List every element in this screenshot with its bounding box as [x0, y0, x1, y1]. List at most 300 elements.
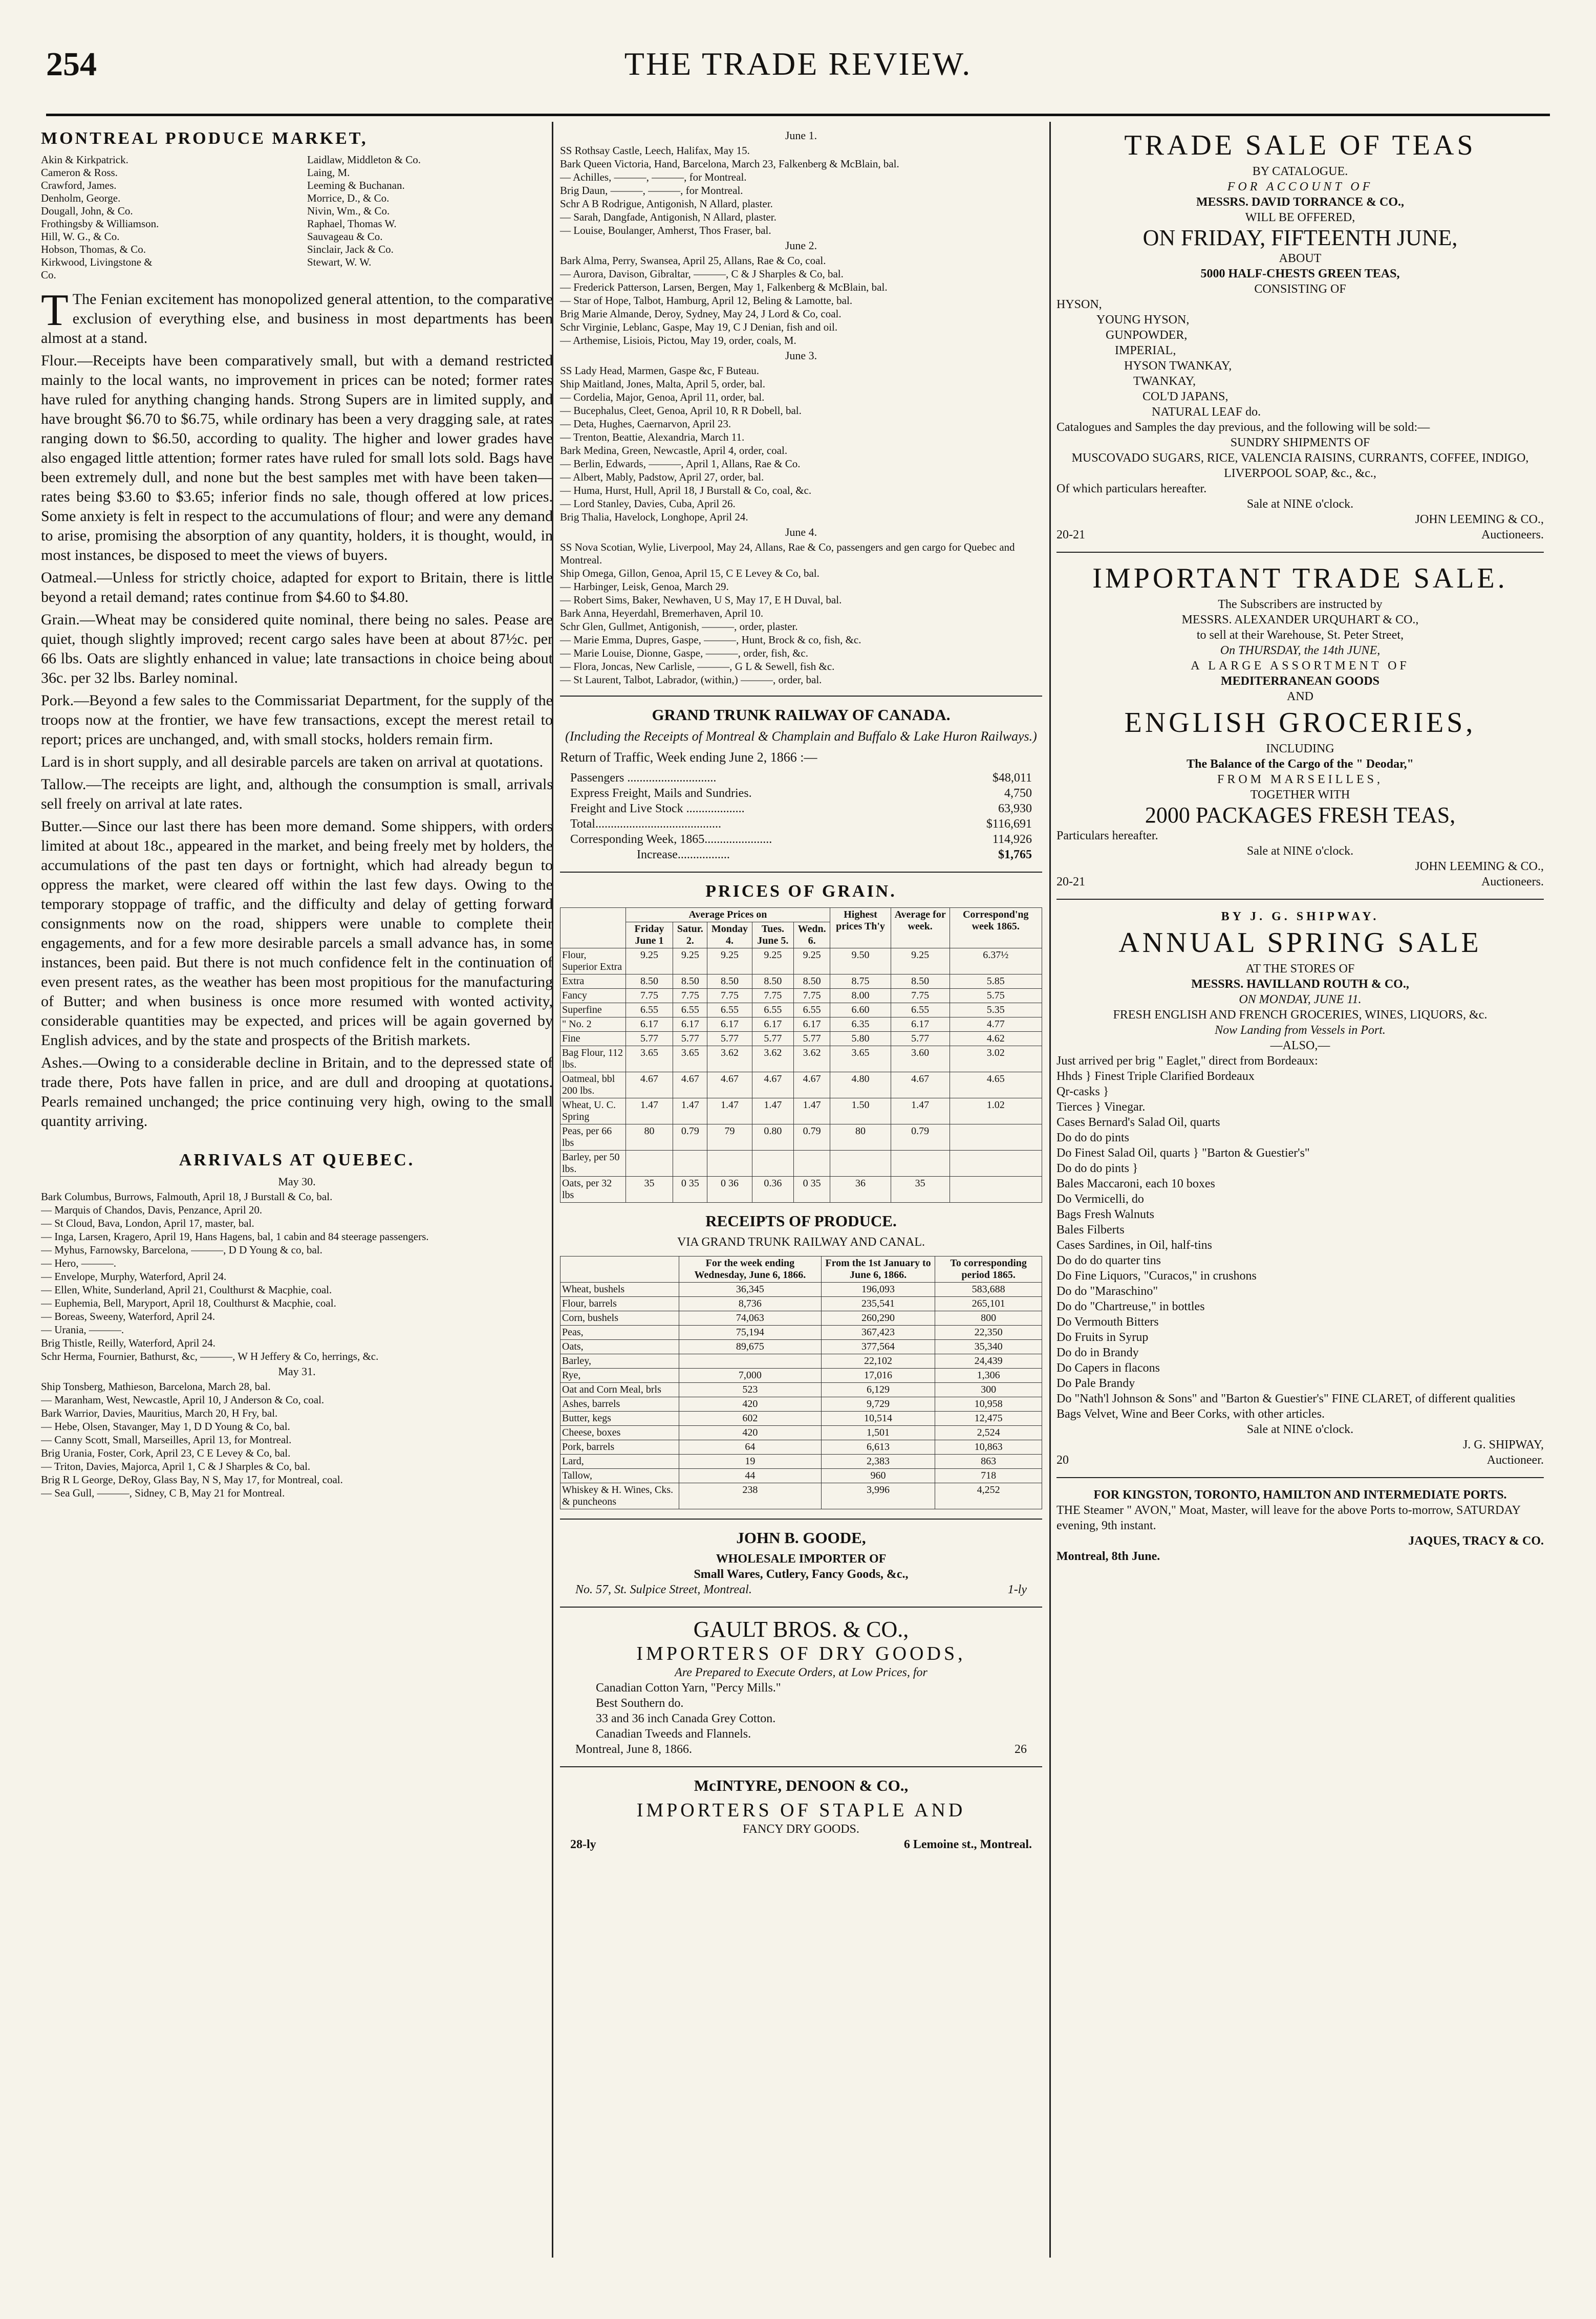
- arrival-entry: — Maranham, West, Newcastle, April 10, J Anderson & Co, coal.: [41, 1394, 325, 1406]
- receipts-col-head: From the 1st January to June 6, 1866.: [821, 1256, 935, 1283]
- annual-title: ANNUAL SPRING SALE: [1118, 927, 1482, 959]
- receipts-cell: 238: [679, 1483, 821, 1509]
- prices-col-head: Correspond'ng week 1865.: [950, 908, 1042, 948]
- receipts-row: [560, 1369, 1042, 1383]
- gtr-rows: [560, 770, 1042, 816]
- prices-row: [560, 1072, 1042, 1098]
- prices-cell: 6.37½: [950, 948, 1042, 974]
- firm-name: Raphael, Thomas W.: [307, 218, 397, 230]
- arrival-entry: — St Cloud, Bava, London, April 17, master, bal.: [41, 1217, 254, 1229]
- lead-paragraph: [41, 286, 553, 348]
- firm-name: Sinclair, Jack & Co.: [307, 243, 394, 255]
- arrival-entry: — Boreas, Sweeny, Waterford, April 24.: [41, 1310, 215, 1323]
- prices-header-row: [560, 908, 1042, 922]
- important-title: IMPORTANT TRADE SALE.: [1092, 562, 1508, 594]
- firm-name: Laidlaw, Middleton & Co.: [307, 154, 421, 166]
- prices-col-head: Satur. 2.: [673, 922, 707, 948]
- shipping-list: [560, 364, 1042, 524]
- prices-row: [560, 1124, 1042, 1151]
- firm-name: Crawford, James.: [41, 179, 117, 191]
- receipts-cell: 377,564: [821, 1340, 935, 1354]
- prices-cell: 5.77: [673, 1032, 707, 1046]
- annual-at: AT THE STORES OF: [1245, 962, 1355, 976]
- prices-row-label: Oats, per 32 lbs: [560, 1177, 626, 1203]
- goode-footer: [560, 1582, 1042, 1597]
- shipping-list: [560, 254, 1042, 347]
- prices-row: [560, 989, 1042, 1003]
- prices-cell: 9.25: [752, 948, 793, 974]
- firm-name: Sauvageau & Co.: [307, 230, 383, 243]
- important-footer: [1056, 874, 1544, 890]
- receipts-row-label: Whiskey & H. Wines, Cks. & puncheons: [560, 1483, 679, 1509]
- firm-name: Leeming & Buchanan.: [307, 179, 405, 191]
- teas-footer: [1056, 527, 1544, 543]
- arrival-entry: — Triton, Davies, Majorca, April 1, C & J Sharples & Co, bal.: [41, 1460, 311, 1472]
- shipping-entry: Brig Marie Almande, Deroy, Sydney, May 24, J Lord & Co, coal.: [560, 308, 842, 320]
- important-particulars: Particulars hereafter.: [1056, 829, 1158, 842]
- prices-col-head: Tues. June 5.: [752, 922, 793, 948]
- prices-cell: 8.00: [830, 989, 891, 1003]
- prices-cell: [794, 1151, 830, 1177]
- prices-cell: 4.80: [830, 1072, 891, 1098]
- shipping-entry: Schr Virginie, Leblanc, Gaspe, May 19, C J Denian, fish and oil.: [560, 321, 838, 333]
- prices-row: [560, 948, 1042, 974]
- receipts-header-row: [560, 1256, 1042, 1283]
- mcintyre-name: McINTYRE, DENOON & CO.,: [694, 1776, 909, 1794]
- receipts-cell: 7,000: [679, 1369, 821, 1383]
- arrival-entry: — Inga, Larsen, Kragero, April 19, Hans Hagens, bal, 1 cabin and 84 steerage passengers.: [41, 1230, 429, 1243]
- prices-cell: [752, 1151, 793, 1177]
- shipping-entry: Bark Anna, Heyerdahl, Bremerhaven, April 10.: [560, 607, 764, 619]
- receipts-col-head: For the week ending Wednesday, June 6, 1866.: [679, 1256, 821, 1283]
- arrival-entry: Bark Warrior, Davies, Mauritius, March 20, H Fry, bal.: [41, 1407, 278, 1419]
- gault-footer: [560, 1742, 1042, 1757]
- prices-cell: 4.62: [950, 1032, 1042, 1046]
- receipts-row-label: Butter, kegs: [560, 1412, 679, 1426]
- firm-list-left: [41, 154, 287, 281]
- prices-cell: 6.17: [891, 1017, 950, 1032]
- shipping-entry: — Achilles, ———, ———, for Montreal.: [560, 171, 747, 183]
- prices-cell: 3.60: [891, 1046, 950, 1072]
- receipts-row-label: Corn, bushels: [560, 1311, 679, 1326]
- firm-name: Stewart, W. W.: [307, 256, 372, 268]
- prices-table-wrap: [560, 907, 1042, 1203]
- firm-name: Laing, M.: [307, 166, 350, 179]
- shipping-entry: Ship Maitland, Jones, Malta, April 5, order, bal.: [560, 378, 766, 390]
- annual-item: Do do do pints: [1056, 1131, 1130, 1144]
- arrival-entry: Bark Columbus, Burrows, Falmouth, April 18, J Burstall & Co, bal.: [41, 1190, 333, 1203]
- prices-cell: 4.67: [891, 1072, 950, 1098]
- annual-just: Just arrived per brig " Eaglet," direct from Bordeaux:: [1056, 1054, 1318, 1068]
- receipts-title: RECEIPTS OF PRODUCE.: [705, 1212, 897, 1230]
- arrival-entry: — Marquis of Chandos, Davis, Penzance, April 20.: [41, 1204, 263, 1216]
- receipts-row: [560, 1354, 1042, 1369]
- gtr-total-label: Total.........................................: [570, 817, 721, 831]
- prices-cell: 5.77: [891, 1032, 950, 1046]
- arrival-entry: — Ellen, White, Sunderland, April 21, Coulthurst & Macphie, coal.: [41, 1284, 332, 1296]
- prices-col-head: Average for week.: [891, 908, 950, 948]
- arrival-entry: — Myhus, Farnowsky, Barcelona, ———, D D Young & co, bal.: [41, 1244, 322, 1256]
- shipping-entry: — Aurora, Davison, Gibraltar, ———, C & J Sharples & Co, bal.: [560, 268, 844, 280]
- prices-row: [560, 1032, 1042, 1046]
- prices-cell: 8.50: [752, 974, 793, 989]
- receipts-row: [560, 1469, 1042, 1483]
- prices-title: PRICES OF GRAIN.: [705, 882, 897, 901]
- gault-name: GAULT BROS. & CO.,: [693, 1617, 909, 1642]
- receipts-cell: 367,423: [821, 1326, 935, 1340]
- prices-row-label: Bag Flour, 112 lbs.: [560, 1046, 626, 1072]
- prices-cell: 5.77: [752, 1032, 793, 1046]
- annual-num: 20: [1056, 1454, 1069, 1467]
- teas-catalog: Catalogues and Samples the day previous, and the following will be sold:—: [1056, 421, 1430, 434]
- prices-cell: 3.65: [626, 1046, 673, 1072]
- prices-cell: 6.55: [707, 1003, 752, 1017]
- prices-cell: 9.25: [707, 948, 752, 974]
- prices-col-head: Wedn. 6.: [794, 922, 830, 948]
- prices-cell: 7.75: [673, 989, 707, 1003]
- prices-cell: 1.47: [752, 1098, 793, 1124]
- shipping-entry: Schr A B Rodrigue, Antigonish, N Allard, plaster.: [560, 198, 773, 210]
- receipts-cell: 64: [679, 1440, 821, 1455]
- prices-cell: 7.75: [891, 989, 950, 1003]
- receipts-cell: 863: [935, 1455, 1042, 1469]
- teas-num: 20-21: [1056, 528, 1085, 541]
- annual-item: Do Vermouth Bitters: [1056, 1315, 1159, 1329]
- prices-cell: [673, 1151, 707, 1177]
- prices-cell: 7.75: [626, 989, 673, 1003]
- grain-paragraph: Grain.—Wheat may be considered quite nominal, there being no sales. Pease are quiet, though slightly improved; recent cargo sales have been at about 87½c. per 66 lbs. Oats are slightly enhanced in value; late transactions in choice being about 36c. per 32 lbs. Barley nominal.: [41, 611, 553, 686]
- prices-row-label: Barley, per 50 lbs.: [560, 1151, 626, 1177]
- receipts-row: [560, 1283, 1042, 1297]
- prices-cell: 3.65: [830, 1046, 891, 1072]
- teas-for: FOR ACCOUNT OF: [1227, 180, 1373, 193]
- annual-item: Tierces } Vinegar.: [1056, 1100, 1146, 1114]
- annual-item: Hhds } Finest Triple Clarified Bordeaux: [1056, 1070, 1255, 1083]
- gault-line1: IMPORTERS OF DRY GOODS,: [636, 1643, 966, 1664]
- receipts-row: [560, 1483, 1042, 1509]
- receipts-cell: 800: [935, 1311, 1042, 1326]
- prices-cell: 5.85: [950, 974, 1042, 989]
- gtr-corr-label: Corresponding Week, 1865......................: [570, 833, 772, 846]
- page-header: [46, 36, 1550, 92]
- prices-cell: [950, 1124, 1042, 1151]
- receipts-cell: 22,350: [935, 1326, 1042, 1340]
- prices-cell: 4.67: [752, 1072, 793, 1098]
- date-heading: June 1.: [785, 129, 817, 142]
- important-auct2: Auctioneers.: [1481, 875, 1544, 888]
- shipping-entry: Brig Thalia, Havelock, Longhope, April 24.: [560, 511, 748, 523]
- date-heading: June 4.: [785, 526, 817, 538]
- shipping-entry: Bark Queen Victoria, Hand, Barcelona, March 23, Falkenberg & McBlain, bal.: [560, 158, 899, 170]
- teas-will: WILL BE OFFERED,: [1245, 211, 1355, 224]
- teas-about: ABOUT: [1279, 252, 1322, 265]
- prices-row-label: Fine: [560, 1032, 626, 1046]
- separator: [560, 1766, 1042, 1767]
- separator: [560, 872, 1042, 873]
- lard-paragraph: Lard is in short supply, and all desirable parcels are taken on arrival at quotations.: [41, 753, 544, 770]
- firm-name: Nivin, Wm., & Co.: [307, 205, 390, 217]
- shipping-entry: — Cordelia, Major, Genoa, April 11, order, bal.: [560, 391, 765, 403]
- receipts-cell: 420: [679, 1426, 821, 1440]
- annual-item: Do do "Chartreuse," in bottles: [1056, 1300, 1205, 1313]
- separator: [1056, 552, 1544, 553]
- prices-cell: 5.77: [794, 1032, 830, 1046]
- separator: [560, 1519, 1042, 1520]
- receipts-row-label: Oats,: [560, 1340, 679, 1354]
- shipping-entry: Brig Daun, ———, ———, for Montreal.: [560, 184, 743, 197]
- shipping-entry: — Trenton, Beattie, Alexandria, March 11.: [560, 431, 745, 443]
- prices-cell: [707, 1151, 752, 1177]
- gtr-total: [560, 816, 1042, 832]
- gtr-row-value: $48,011: [992, 771, 1032, 785]
- prices-cell: 1.47: [891, 1098, 950, 1124]
- gault-item: 33 and 36 inch Canada Grey Cotton.: [596, 1712, 776, 1725]
- shipping-entry: — Albert, Mably, Padstow, April 27, order, bal.: [560, 471, 764, 483]
- teas-title: TRADE SALE OF TEAS: [1124, 129, 1476, 161]
- mcintyre-footer: [560, 1837, 1042, 1852]
- annual-item: Do Fruits in Syrup: [1056, 1331, 1149, 1344]
- prices-avg-head: Average Prices on: [626, 908, 830, 922]
- prices-row: [560, 1017, 1042, 1032]
- prices-cell: 6.55: [673, 1003, 707, 1017]
- shipping-entry: — Lord Stanley, Davies, Cuba, April 26.: [560, 497, 736, 510]
- shipping-entry: SS Nova Scotian, Wylie, Liverpool, May 24, Allans, Rae & Co, passengers and gen cargo for Quebec and Montreal.: [560, 541, 1015, 566]
- prices-cell: 6.17: [707, 1017, 752, 1032]
- gault-date: Montreal, June 8, 1866.: [575, 1743, 692, 1756]
- prices-cell: 80: [830, 1124, 891, 1151]
- teas-sale: Sale at NINE o'clock.: [1246, 497, 1354, 511]
- arrival-entry: — Hebe, Olsen, Stavanger, May 1, D D Young & Co, bal.: [41, 1420, 290, 1433]
- shipping-entry: — Deta, Hughes, Caernarvon, April 23.: [560, 418, 731, 430]
- gault-tag: 26: [1015, 1743, 1027, 1756]
- receipts-cell: 523: [679, 1383, 821, 1397]
- receipts-cell: 2,524: [935, 1426, 1042, 1440]
- prices-cell: 0 35: [794, 1177, 830, 1203]
- prices-row-label: Fancy: [560, 989, 626, 1003]
- important-together: TOGETHER WITH: [1250, 788, 1350, 801]
- prices-cell: 3.02: [950, 1046, 1042, 1072]
- prices-cell: 6.55: [794, 1003, 830, 1017]
- mcintyre-left: 28-ly: [570, 1838, 596, 1851]
- firm-list: [41, 154, 553, 281]
- prices-row-label: Oatmeal, bbl 200 lbs.: [560, 1072, 626, 1098]
- prices-cell: 0.36: [752, 1177, 793, 1203]
- annual-item: Qr-casks }: [1056, 1085, 1109, 1098]
- annual-footer: [1056, 1453, 1544, 1468]
- important-line2: On THURSDAY, the 14th JUNE,: [1220, 644, 1381, 657]
- butter-paragraph: Butter.—Since our last there has been more demand. Some shippers, with orders limited at about 18c., appeared in the market, and being freely met by holders, the accumulations of the past ten days or fortnight, which had already begun to oppress the market, were cleared off within the last few days. Owing to the temporary stoppage of traffic, and the difficulty and delay of getting forward consignments now on the road, shippers were unable to complete their engagements, and for a few more desirable parcels a small advance has, in some instances, been paid. But there is not much confidence felt in the continuation of even present rates, as the weather has been most propitious for the manufacturing of Butter; and when business is once more resumed with wonted activity, considerable quantities may be expected, and prices will be again governed by English advices, and by the state and prospects of the British markets.: [41, 818, 553, 1049]
- gault-line2: Are Prepared to Execute Orders, at Low Prices, for: [675, 1666, 928, 1679]
- kingston-line2: JAQUES, TRACY & CO.: [1408, 1534, 1544, 1548]
- annual-item: Do do do quarter tins: [1056, 1254, 1161, 1267]
- receipts-cell: 2,383: [821, 1455, 935, 1469]
- receipts-table-wrap: [560, 1256, 1042, 1509]
- prices-cell: 6.55: [891, 1003, 950, 1017]
- goode-line: Small Wares, Cutlery, Fancy Goods, &c.,: [694, 1568, 909, 1581]
- prices-col-head: Monday 4.: [707, 922, 752, 948]
- teas-firm: MESSRS. DAVID TORRANCE & CO.,: [1196, 196, 1405, 209]
- tallow-paragraph: Tallow.—The receipts are light, and, although the consumption is small, arrivals sell freely on arrival at late rates.: [41, 776, 553, 812]
- annual-item: Do Capers in flacons: [1056, 1361, 1160, 1375]
- annual-item: Bales Maccaroni, each 10 boxes: [1056, 1177, 1215, 1190]
- receipts-cell: 19: [679, 1455, 821, 1469]
- prices-cell: 4.67: [707, 1072, 752, 1098]
- important-sale: Sale at NINE o'clock.: [1246, 844, 1354, 858]
- receipts-corner: [560, 1256, 679, 1283]
- teas-date: ON FRIDAY, FIFTEENTH JUNE,: [1142, 225, 1458, 250]
- annual-item: Do do "Maraschino": [1056, 1285, 1158, 1298]
- prices-col-head: Friday June 1: [626, 922, 673, 948]
- annual-item: Do Fine Liquors, "Curacos," in crushons: [1056, 1269, 1257, 1283]
- page-number: 254: [46, 46, 97, 83]
- receipts-row-label: Flour, barrels: [560, 1297, 679, 1311]
- prices-cell: 3.65: [673, 1046, 707, 1072]
- important-including: INCLUDING: [1266, 742, 1334, 755]
- prices-cell: 3.62: [707, 1046, 752, 1072]
- firm-name: Cameron & Ross.: [41, 166, 118, 179]
- gtr-corr: [560, 832, 1042, 847]
- shipping-entry: — Harbinger, Leisk, Genoa, March 29.: [560, 580, 729, 593]
- teas-sub: BY CATALOGUE.: [1252, 165, 1348, 178]
- prices-row-label: " No. 2: [560, 1017, 626, 1032]
- prices-cell: 0.79: [891, 1124, 950, 1151]
- prices-row: [560, 1177, 1042, 1203]
- prices-cell: 8.50: [707, 974, 752, 989]
- prices-cell: [950, 1151, 1042, 1177]
- gault-item: Canadian Tweeds and Flannels.: [596, 1727, 751, 1741]
- receipts-row-label: Tallow,: [560, 1469, 679, 1483]
- column-1: [41, 127, 553, 2258]
- receipts-cell: 960: [821, 1469, 935, 1483]
- annual-item: Do Vermicelli, do: [1056, 1193, 1144, 1206]
- gtr-return-line: Return of Traffic, Week ending June 2, 1866 :—: [560, 750, 817, 765]
- receipts-cell: 235,541: [821, 1297, 935, 1311]
- firm-name: Dougall, John, & Co.: [41, 205, 133, 217]
- prices-cell: 5.77: [707, 1032, 752, 1046]
- prices-cell: 9.25: [626, 948, 673, 974]
- drop-cap: T: [41, 286, 69, 335]
- prices-cell: 1.47: [673, 1098, 707, 1124]
- shipping-entry: — Louise, Boulanger, Amherst, Thos Fraser, bal.: [560, 224, 771, 236]
- prices-cell: 8.50: [794, 974, 830, 989]
- gtr-title: GRAND TRUNK RAILWAY OF CANADA.: [652, 706, 951, 724]
- tea-list: [1056, 297, 1544, 420]
- shipping-entry: — St Laurent, Talbot, Labrador, (within,) ———, order, bal.: [560, 674, 822, 686]
- receipts-cell: 36,345: [679, 1283, 821, 1297]
- arrival-entry: — Hero, ———.: [41, 1257, 116, 1269]
- shipping-entry: Ship Omega, Gillon, Genoa, April 15, C E Levey & Co, bal.: [560, 567, 819, 579]
- shipping-entry: Bark Alma, Perry, Swansea, April 25, Allans, Rae & Co, coal.: [560, 254, 826, 267]
- prices-cell: 8.75: [830, 974, 891, 989]
- goode-tag: 1-ly: [1007, 1583, 1027, 1596]
- receipts-cell: 89,675: [679, 1340, 821, 1354]
- important-line3: A LARGE ASSORTMENT OF: [1191, 659, 1410, 673]
- receipts-cell: 1,306: [935, 1369, 1042, 1383]
- prices-cell: 4.67: [794, 1072, 830, 1098]
- gtr-increase: [560, 847, 1042, 862]
- prices-cell: 0 36: [707, 1177, 752, 1203]
- prices-cell: 80: [626, 1124, 673, 1151]
- prices-cell: 0 35: [673, 1177, 707, 1203]
- receipts-cell: 10,863: [935, 1440, 1042, 1455]
- shipping-entry: — Flora, Joncas, New Carlisle, ———, G L & Sewell, fish &c.: [560, 660, 835, 673]
- prices-cell: 7.75: [752, 989, 793, 1003]
- prices-cell: 8.50: [673, 974, 707, 989]
- prices-cell: 9.25: [891, 948, 950, 974]
- arrivals-date-1: May 30.: [278, 1175, 316, 1188]
- prices-row: [560, 1151, 1042, 1177]
- shipping-list: [560, 144, 1042, 237]
- annual-by: BY J. G. SHIPWAY.: [1221, 910, 1379, 923]
- prices-cell: [830, 1151, 891, 1177]
- shipping-entry: — Star of Hope, Talbot, Hamburg, April 12, Beling & Lamotte, bal.: [560, 294, 853, 307]
- prices-cell: 7.75: [707, 989, 752, 1003]
- important-sub: The Subscribers are instructed by: [1218, 598, 1383, 611]
- gtr-row-label: Express Freight, Mails and Sundries.: [570, 787, 752, 800]
- tea-item: YOUNG HYSON,: [1096, 313, 1190, 327]
- gault-item: Canadian Cotton Yarn, "Percy Mills.": [596, 1681, 781, 1695]
- annual-item: Do do do pints }: [1056, 1162, 1138, 1175]
- arrivals-date-2: May 31.: [278, 1365, 316, 1378]
- prices-cell: 6.55: [752, 1003, 793, 1017]
- prices-cell: 4.67: [673, 1072, 707, 1098]
- receipts-cell: 718: [935, 1469, 1042, 1483]
- teas-sundry: SUNDRY SHIPMENTS OF: [1230, 436, 1370, 449]
- teas-goods: MUSCOVADO SUGARS, RICE, VALENCIA RAISINS, CURRANTS, COFFEE, INDIGO, LIVERPOOL SOAP, &c., &c.,: [1071, 451, 1529, 480]
- prices-row-label: Peas, per 66 lbs: [560, 1124, 626, 1151]
- gtr-corr-value: 114,926: [992, 833, 1032, 846]
- tea-item: GUNPOWDER,: [1106, 329, 1188, 342]
- tea-item: COL'D JAPANS,: [1142, 390, 1228, 403]
- receipts-row-label: Pork, barrels: [560, 1440, 679, 1455]
- gault-items: [560, 1680, 1042, 1742]
- important-and: AND: [1287, 690, 1313, 703]
- prices-row-label: Flour, Superior Extra: [560, 948, 626, 974]
- prices-cell: 3.62: [794, 1046, 830, 1072]
- annual-item: Bags Fresh Walnuts: [1056, 1208, 1154, 1221]
- annual-sale: Sale at NINE o'clock.: [1246, 1423, 1354, 1436]
- gtr-row: [560, 770, 1042, 786]
- receipts-cell: 1,501: [821, 1426, 935, 1440]
- receipts-cell: 265,101: [935, 1297, 1042, 1311]
- prices-cell: 6.55: [626, 1003, 673, 1017]
- prices-cell: 1.47: [707, 1098, 752, 1124]
- annual-auctioneer: J. G. SHIPWAY,: [1462, 1438, 1544, 1451]
- prices-cell: 8.50: [891, 974, 950, 989]
- important-num: 20-21: [1056, 875, 1085, 888]
- prices-cell: 4.67: [626, 1072, 673, 1098]
- prices-cell: 5.35: [950, 1003, 1042, 1017]
- prices-row-label: Superfine: [560, 1003, 626, 1017]
- prices-cell: 8.50: [626, 974, 673, 989]
- receipts-subtitle: VIA GRAND TRUNK RAILWAY AND CANAL.: [677, 1236, 925, 1249]
- separator: [560, 696, 1042, 697]
- receipts-row: [560, 1326, 1042, 1340]
- receipts-row-label: Rye,: [560, 1369, 679, 1383]
- arrival-entry: — Envelope, Murphy, Waterford, April 24.: [41, 1270, 227, 1283]
- shipping-entry: — Robert Sims, Baker, Newhaven, U S, May 17, E H Duval, bal.: [560, 594, 842, 606]
- gtr-subtitle: (Including the Receipts of Montreal & Champlain and Buffalo & Lake Huron Railways.): [565, 729, 1037, 744]
- annual-item: Bales Filberts: [1056, 1223, 1125, 1237]
- annual-item: Cases Bernard's Salad Oil, quarts: [1056, 1116, 1220, 1129]
- prices-row-label: Extra: [560, 974, 626, 989]
- receipts-table: [560, 1256, 1042, 1509]
- arrival-entry: — Sea Gull, ———, Sidney, C B, May 21 for Montreal.: [41, 1487, 285, 1499]
- prices-cell: 1.47: [626, 1098, 673, 1124]
- receipts-cell: 260,290: [821, 1311, 935, 1326]
- mcintyre-line1: IMPORTERS OF STAPLE AND: [636, 1800, 966, 1821]
- receipts-row: [560, 1455, 1042, 1469]
